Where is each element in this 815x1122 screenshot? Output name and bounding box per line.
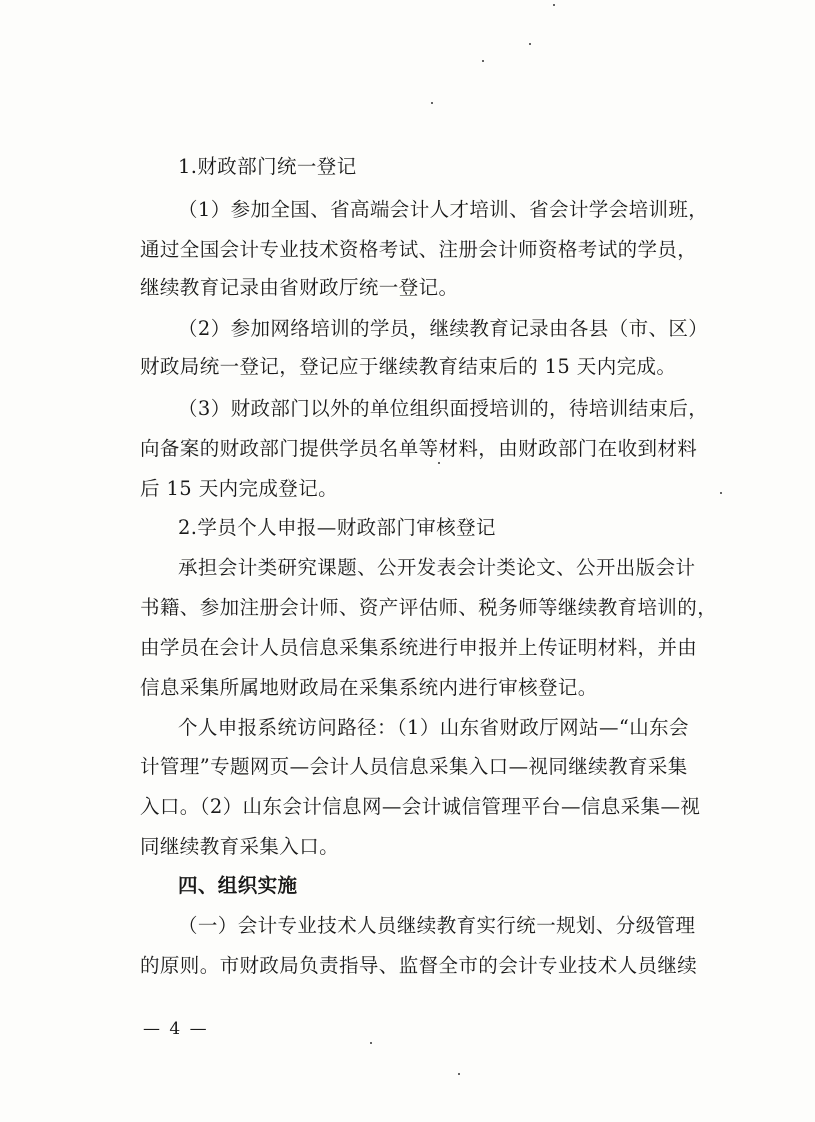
paragraph-line: 承担会计类研究课题、公开发表会计类论文、公开出版会计 — [178, 556, 696, 579]
section-heading-2: 2.学员个人申报—财政部门审核登记 — [178, 516, 496, 539]
paragraph-line: 通过全国会计专业技术资格考试、注册会计师资格考试的学员， — [140, 238, 698, 261]
scan-speck — [438, 462, 440, 464]
section-heading-4: 四、组织实施 — [178, 874, 298, 897]
paragraph-line: （2）参加网络培训的学员，继续教育记录由各县（市、区） — [178, 317, 709, 340]
section-heading-1: 1.财政部门统一登记 — [178, 155, 357, 178]
paragraph-line: 继续教育记录由省财政厅统一登记。 — [140, 276, 459, 299]
scan-speck — [370, 1042, 372, 1044]
scan-speck — [529, 43, 531, 45]
page-number: — 4 — — [143, 1019, 209, 1039]
paragraph-line: （一）会计专业技术人员继续教育实行统一规划、分级管理 — [178, 914, 696, 937]
paragraph-line: 计管理”专题网页—会计人员信息采集入口—视同继续教育采集 — [140, 755, 688, 778]
scan-speck — [431, 102, 433, 104]
paragraph-line: 后 15 天内完成登记。 — [140, 477, 339, 500]
paragraph-line: 书籍、参加注册会计师、资产评估师、税务师等继续教育培训的， — [140, 596, 718, 619]
paragraph-line: 同继续教育采集入口。 — [140, 835, 340, 858]
paragraph-line: 入口。（2）山东会计信息网—会计诚信管理平台—信息采集—视 — [140, 795, 701, 818]
paragraph-line: 个人申报系统访问路径：（1）山东省财政厅网站—“山东会 — [178, 716, 689, 739]
paragraph-line: 由学员在会计人员信息采集系统进行申报并上传证明材料，并由 — [140, 636, 698, 659]
paragraph-line: 财政局统一登记，登记应于继续教育结束后的 15 天内完成。 — [140, 355, 677, 378]
paragraph-line: （1）参加全国、省高端会计人才培训、省会计学会培训班， — [178, 198, 709, 221]
scan-speck — [458, 1073, 460, 1075]
paragraph-line: 的原则。市财政局负责指导、监督全市的会计专业技术人员继续 — [140, 954, 698, 977]
paragraph-line: 向备案的财政部门提供学员名单等材料，由财政部门在收到材料 — [140, 437, 698, 460]
paragraph-line: （3）财政部门以外的单位组织面授培训的，待培训结束后， — [178, 397, 709, 420]
paragraph-line: 信息采集所属地财政局在采集系统内进行审核登记。 — [140, 676, 598, 699]
scan-speck — [720, 492, 722, 494]
scan-speck — [553, 4, 555, 6]
scan-speck — [482, 60, 484, 62]
